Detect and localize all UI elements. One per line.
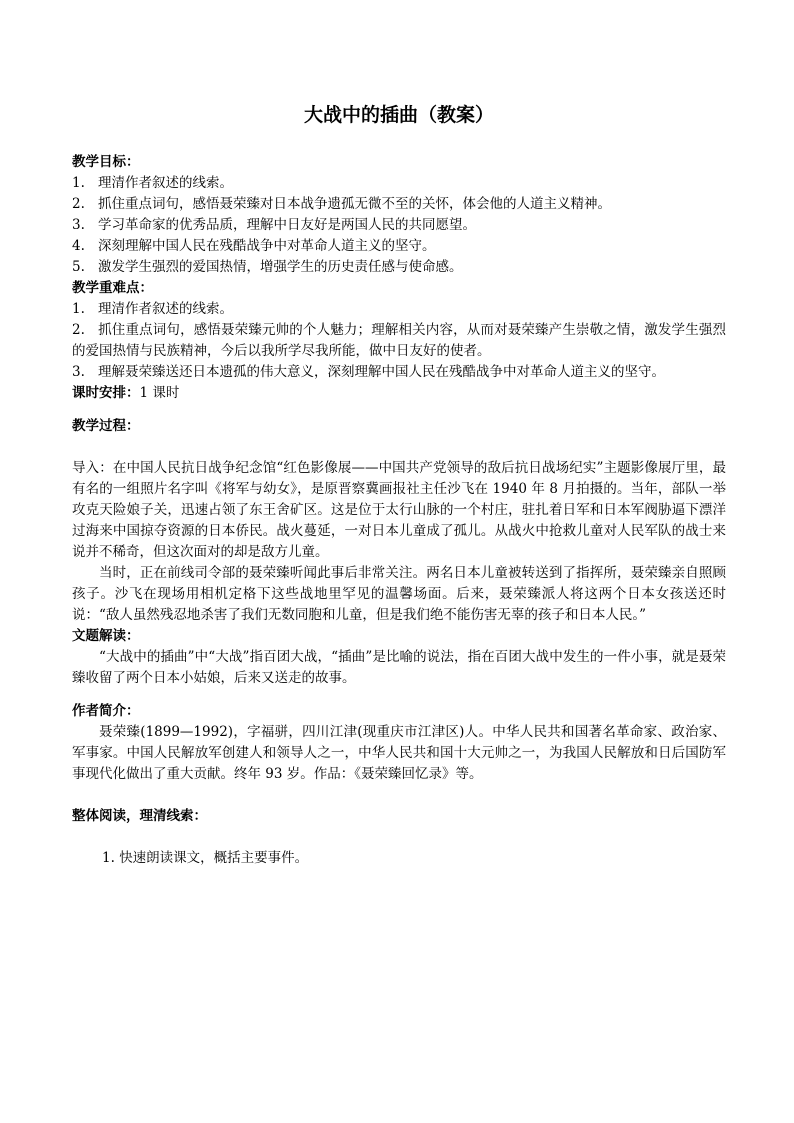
list-item bbox=[72, 236, 726, 257]
list-number: 4. bbox=[72, 238, 85, 254]
list-text: 理清作者叙述的线索。 bbox=[98, 301, 233, 317]
author-text: 聂荣臻(1899—1992)，字福骈，四川江津(现重庆市江津区)人。中华人民共和国著名革命家、政治家、军事家。中国人民解放军创建人和领导人之一，中华人民共和国十大元帅之一，为我国人民解放和日后国防军事现代化做出了重大贡献。终年 93 岁。作品：《聂荣臻回忆录》等。 bbox=[72, 724, 726, 782]
lesson-plan-page bbox=[72, 100, 726, 869]
list-item bbox=[72, 215, 726, 236]
list-item bbox=[72, 362, 726, 383]
schedule-heading: 课时安排： bbox=[72, 385, 140, 401]
process-heading: 教学过程： bbox=[72, 418, 140, 434]
list-text: 深刻理解中国人民在残酷战争中对革命人道主义的坚守。 bbox=[98, 238, 436, 254]
reading-heading: 整体阅读，理清线索： bbox=[72, 808, 207, 824]
schedule-line bbox=[72, 383, 726, 404]
key-points-list bbox=[72, 299, 726, 383]
title-explain-text: “大战中的插曲”中“大战”指百团大战，“插曲”是比喻的说法，指在百团大战中发生的一件小事，就是聂荣臻收留了两个日本小姑娘，后来又送走的故事。 bbox=[72, 649, 726, 686]
page-title: 大战中的插曲（教案） bbox=[303, 104, 494, 126]
list-text: 理清作者叙述的线索。 bbox=[98, 175, 233, 191]
goals-heading: 教学目标： bbox=[72, 154, 140, 170]
list-number: 2. bbox=[72, 322, 85, 338]
list-text: 激发学生强烈的爱国热情，增强学生的历史责任感与使命感。 bbox=[98, 259, 463, 275]
task-text: 快速朗读课文，概括主要事件。 bbox=[119, 850, 309, 866]
list-number: 3. bbox=[72, 217, 85, 233]
task-number: 1. bbox=[102, 850, 115, 866]
list-item bbox=[72, 257, 726, 278]
intro-paragraph: 导入：在中国人民抗日战争纪念馆“红色影像展——中国共产党领导的敌后抗日战场纪实”主题影像展厅里，最有名的一组照片名字叫《将军与幼女》，是原晋察冀画报社主任沙飞在 1940 年 8 月拍摄的。当年，部队一举攻克天险娘子关，迅速占领了东王舍矿区。这是位于太行山脉的一个村庄，驻扎着日军和日本军阀胁逼下漂洋过海来中国掠夺资源的日本侨民。战火蔓延，一对日本儿童成了孤儿。从战火中抢救儿童对人民军队的战士来说并不稀奇，但这次面对的却是敌方儿童。 bbox=[72, 460, 726, 560]
list-text: 抓住重点词句，感悟聂荣臻对日本战争遗孤无微不至的关怀，体会他的人道主义精神。 bbox=[98, 196, 611, 212]
intro-paragraph-2: 当时，正在前线司令部的聂荣臻听闻此事后非常关注。两名日本儿童被转送到了指挥所，聂荣臻亲自照顾孩子。沙飞在现场用相机定格下这些战地里罕见的温馨场面。后来，聂荣臻派人将这两个日本女孩送还时说：“敌人虽然残忍地杀害了我们无数同胞和儿童，但是我们绝不能伤害无辜的孩子和日本人民。” bbox=[72, 565, 726, 623]
title-explain-heading: 文题解读： bbox=[72, 628, 140, 644]
list-text: 抓住重点词句，感悟聂荣臻元帅的个人魅力；理解相关内容，从而对聂荣臻产生崇敬之情，激发学生强烈的爱国热情与民族精神，今后以我所学尽我所能，做中日友好的使者。 bbox=[72, 322, 726, 359]
list-text: 学习革命家的优秀品质，理解中日友好是两国人民的共同愿望。 bbox=[98, 217, 476, 233]
list-number: 1. bbox=[72, 301, 85, 317]
key-points-heading: 教学重难点： bbox=[72, 280, 153, 296]
reading-task bbox=[72, 848, 726, 869]
list-number: 2. bbox=[72, 196, 85, 212]
list-item bbox=[72, 299, 726, 320]
list-item bbox=[72, 320, 726, 362]
list-item bbox=[72, 194, 726, 215]
list-number: 1. bbox=[72, 175, 85, 191]
goals-list bbox=[72, 173, 726, 278]
list-number: 3. bbox=[72, 364, 85, 380]
author-heading: 作者简介： bbox=[72, 703, 140, 719]
schedule-value: 1 课时 bbox=[139, 385, 180, 401]
list-item bbox=[72, 173, 726, 194]
list-number: 5. bbox=[72, 259, 85, 275]
list-text: 理解聂荣臻送还日本遗孤的伟大意义，深刻理解中国人民在残酷战争中对革命人道主义的坚守。 bbox=[98, 364, 665, 380]
